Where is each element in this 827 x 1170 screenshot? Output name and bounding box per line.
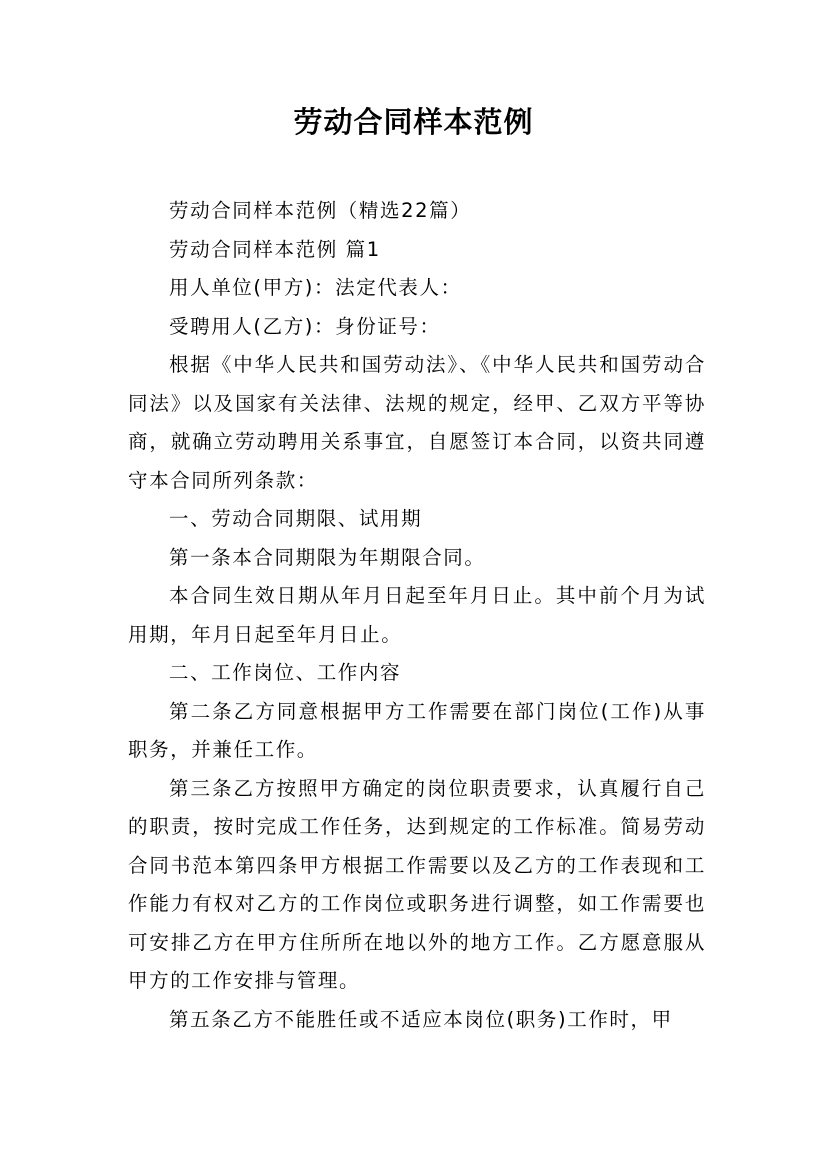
document-body (128, 192, 706, 1039)
paragraph-article-1: 第一条本合同期限为年期限合同。 (169, 545, 486, 569)
paragraph-preamble: 根据《中华人民共和国劳动法》、《中华人民共和国劳动合同法》以及国家有关法律、法规的规定，经甲、乙双方平等协商，就确立劳动聘用关系事宜，自愿签订本合同，以资共同遵守本合同所列条款： (128, 353, 706, 492)
paragraph-effective-date: 本合同生效日期从年月日起至年月日止。其中前个月为试用期，年月日起至年月日止。 (128, 584, 706, 646)
paragraph-article-5: 第五条乙方不能胜任或不适应本岗位(职务)工作时，甲 (169, 1007, 673, 1031)
document-title: 劳动合同样本范例 (293, 105, 534, 139)
section-heading-term: 一、劳动合同期限、试用期 (169, 507, 423, 530)
paragraph-article-3-4: 第三条乙方按照甲方确定的岗位职责要求，认真履行自己的职责，按时完成工作任务，达到规定的工作标准。简易劳动合同书范本第四条甲方根据工作需要以及乙方的工作表现和工作能力有权对乙方的工作岗位或职务进行调整，如工作需要也可安排乙方在甲方住所所在地以外的地方工作。乙方愿意服从甲方的工作安排与管理。 (128, 776, 706, 992)
section-heading-position: 二、工作岗位、工作内容 (169, 661, 402, 684)
paragraph-employee-line: 受聘用人(乙方)：身份证号： (169, 314, 441, 338)
paragraph-chapter-heading: 劳动合同样本范例 篇1 (169, 237, 381, 261)
paragraph-heading-collection: 劳动合同样本范例（精选22篇） (169, 199, 472, 222)
paragraph-article-2: 第二条乙方同意根据甲方工作需要在部门岗位(工作)从事职务，并兼任工作。 (128, 699, 706, 761)
paragraph-employer-line: 用人单位(甲方)：法定代表人： (169, 276, 462, 299)
